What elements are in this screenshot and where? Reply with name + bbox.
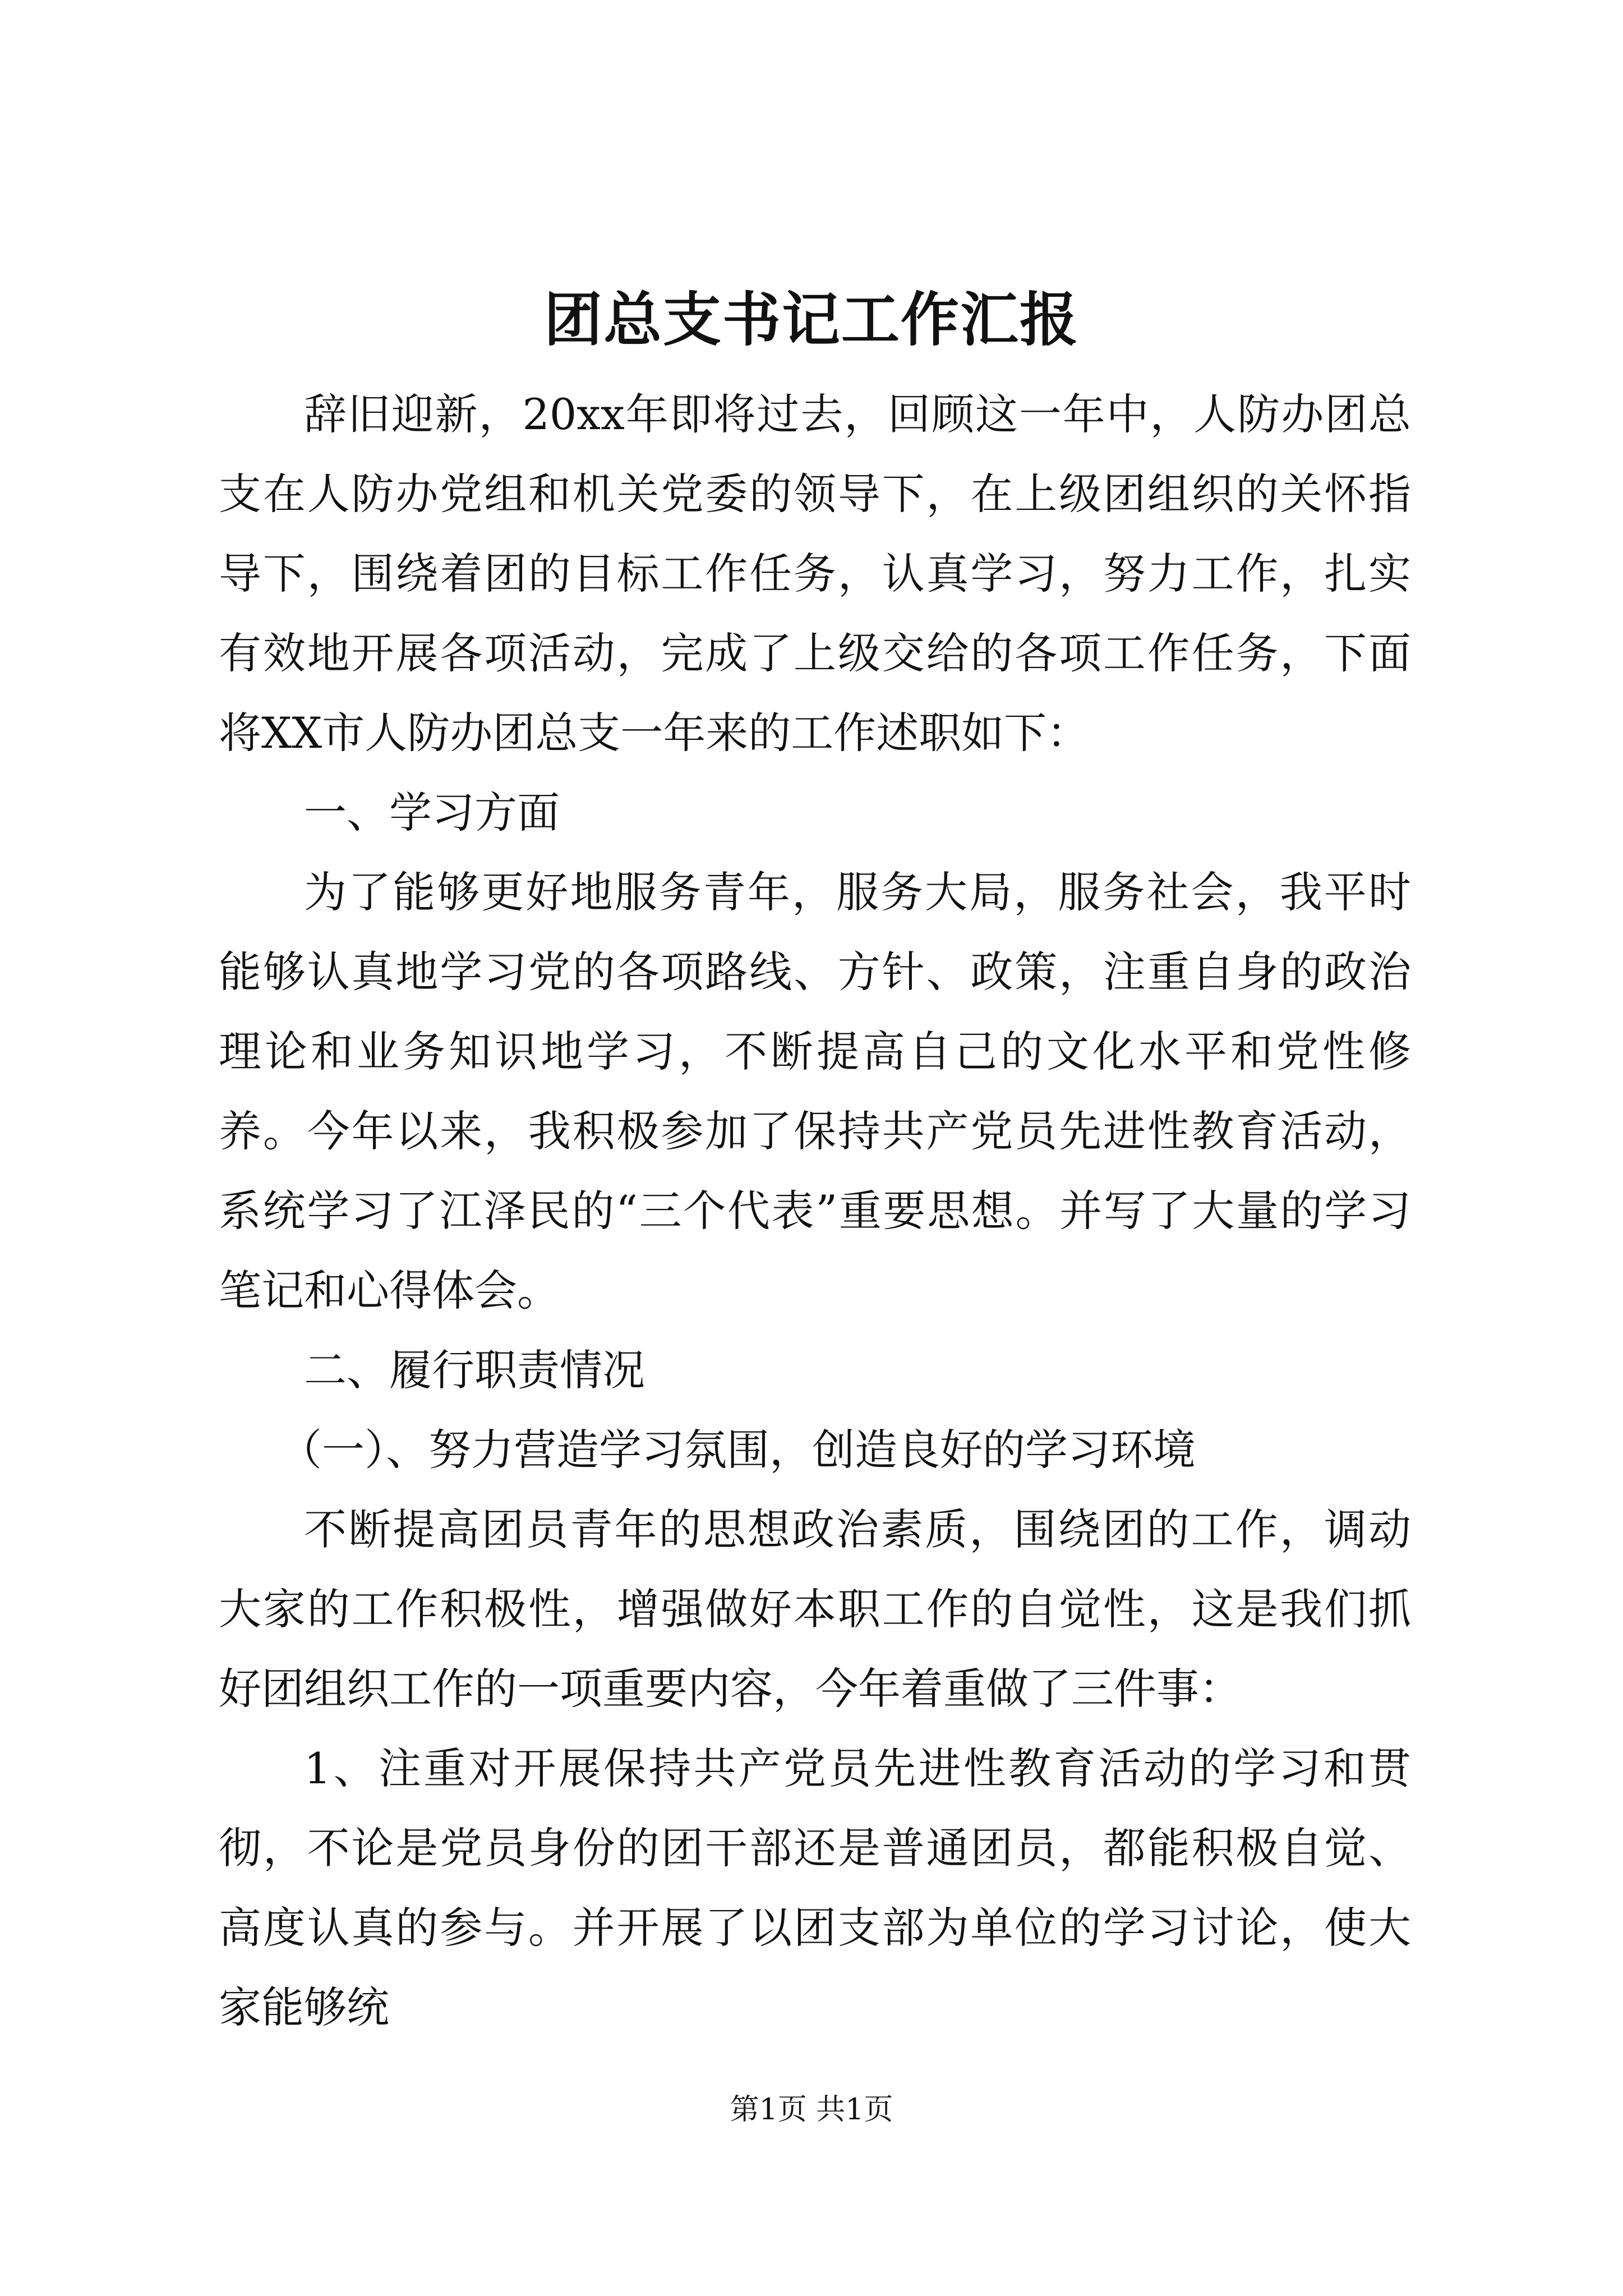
page-footer: 第1页 共1页 xyxy=(730,2093,893,2127)
document-body xyxy=(219,375,1411,2047)
paragraph-intro: 辞旧迎新，20xx年即将过去，回顾这一年中，人防办团总支在人防办党组和机关党委的领导下，在上级团组织的关怀指导下，围绕着团的目标工作任务，认真学习，努力工作，扎实有效地开展各项活动，完成了上级交给的各项工作任务，下面将XX市人防办团总支一年来的工作述职如下： xyxy=(219,389,1411,758)
list-item-1: 1、注重对开展保持共产党员先进性教育活动的学习和贯彻，不论是党员身份的团干部还是普通团员，都能积极自觉、高度认真的参与。并开展了以团支部为单位的学习讨论，使大家能够统 xyxy=(219,1743,1411,2032)
section-heading-duties: 二、履行职责情况 xyxy=(304,1345,645,1395)
paragraph-atmosphere: 不断提高团员青年的思想政治素质，围绕团的工作，调动大家的工作积极性，增强做好本职工作的自觉性，这是我们抓好团组织工作的一项重要内容，今年着重做了三件事： xyxy=(219,1504,1411,1714)
paragraph-study: 为了能够更好地服务青年，服务大局，服务社会，我平时能够认真地学习党的各项路线、方针、政策，注重自身的政治理论和业务知识地学习，不断提高自己的文化水平和党性修养。今年以来，我积极参加了保持共产党员先进性教育活动，系统学习了江泽民的“三个代表”重要思想。并写了大量的学习笔记和心得体会。 xyxy=(219,867,1411,1315)
document-title: 团总支书记工作汇报 xyxy=(543,285,1079,354)
section-heading-study: 一、学习方面 xyxy=(304,788,560,838)
subsection-heading-atmosphere: （一）、努力营造学习氛围，创造良好的学习环境 xyxy=(279,1425,1196,1475)
